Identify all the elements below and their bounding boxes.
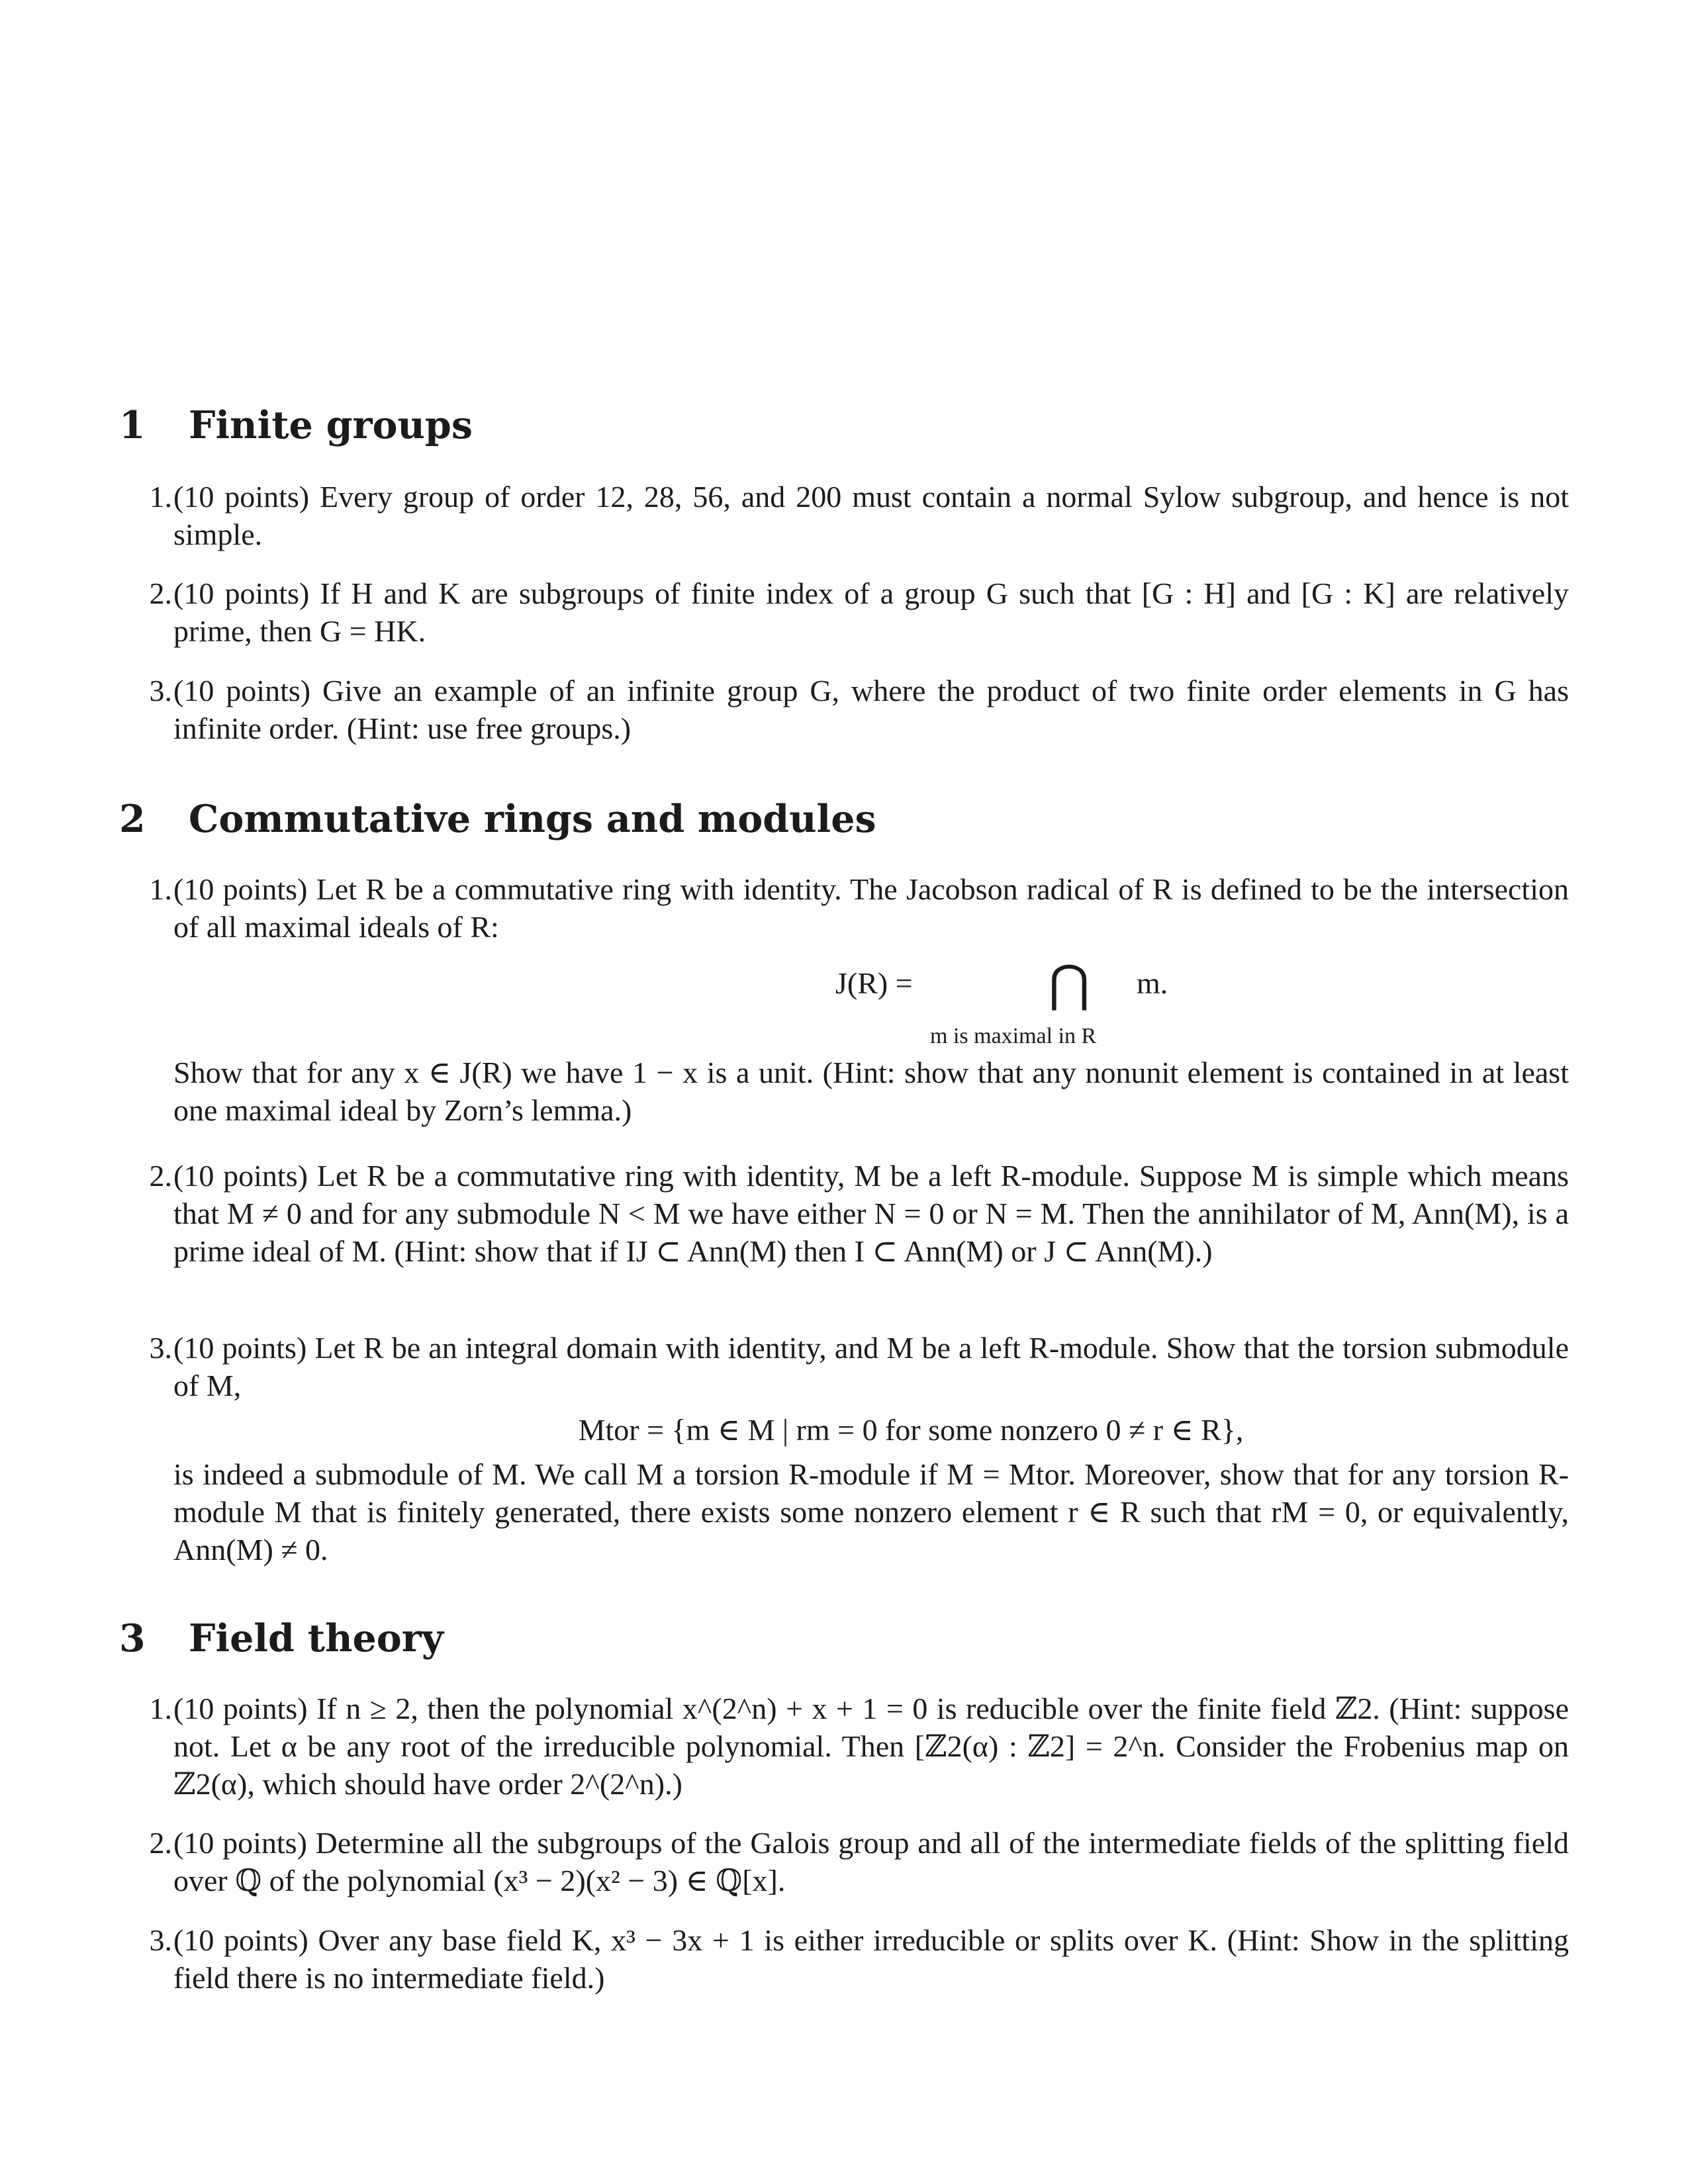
problem-number: 3.	[149, 674, 172, 707]
problem-item	[132, 1824, 1569, 1899]
equation-subscript: m is maximal in R	[930, 1024, 1097, 1048]
problem-text: (10 points) Let R be a commutative ring with identity. The Jacobson radical of R is defined to be the intersection of all maximal ideals of R:	[173, 872, 1569, 944]
section-number: 1	[119, 403, 146, 447]
problem-item	[132, 672, 1569, 747]
problem-text: (10 points) If H and K are subgroups of finite index of a group G such that [G : H] and [G : K] are relatively prime, then G = HK.	[173, 576, 1569, 648]
problem-text: (10 points) Determine all the subgroups of the Galois group and all of the intermediate fields of the splitting field over ℚ of the polynomial (x³ − 2)(x² − 3) ∈ ℚ[x].	[173, 1826, 1569, 1897]
problem-text: (10 points) Give an example of an infinite group G, where the product of two finite order elements in G has infinite order. (Hint: use free groups.)	[173, 674, 1569, 745]
problem-text: (10 points) Every group of order 12, 28, 56, and 200 must contain a normal Sylow subgroup, and hence is not simple.	[173, 480, 1569, 551]
section-number: 2	[119, 797, 146, 841]
section-title: Commutative rings and modules	[189, 797, 876, 841]
problem-item	[132, 1157, 1569, 1270]
jacobson-radical-equation	[173, 956, 1569, 1048]
torsion-submodule-equation: Mtor = {m ∈ M | rm = 0 for some nonzero 0 ≠ r ∈ R},	[578, 1413, 1244, 1447]
problem-item	[132, 870, 1569, 1129]
problem-item	[132, 478, 1569, 553]
section-title: Finite groups	[189, 403, 473, 447]
section-heading	[119, 402, 473, 449]
problem-item	[132, 574, 1569, 650]
problem-number: 1.	[149, 480, 172, 514]
problem-text: (10 points) Over any base field K, x³ − 3x + 1 is either irreducible or splits over K. (Hint: Show in the splitting field there is no intermediate field.)	[173, 1923, 1569, 1995]
problem-number: 2.	[149, 1159, 172, 1193]
section-heading	[119, 796, 876, 842]
problem-number: 2.	[149, 576, 172, 610]
equation-lhs: J(R) =	[835, 966, 913, 1000]
problem-number: 1.	[149, 872, 172, 906]
problem-text: (10 points) If n ≥ 2, then the polynomial x^(2^n) + x + 1 = 0 is reducible over the finite field ℤ2. (Hint: suppose not. Let α be any root of the irreducible polynomial. Then [ℤ2(α) : ℤ2] = 2^n. Consider the Frobenius map on ℤ2(α), which should have order 2^(2^n).)	[173, 1692, 1569, 1801]
problem-number: 2.	[149, 1826, 172, 1860]
section-title: Field theory	[189, 1616, 444, 1661]
problem-continuation: Show that for any x ∈ J(R) we have 1 − x is a unit. (Hint: show that any nonunit element is contained in at least one maximal ideal by Zorn’s lemma.)	[173, 1056, 1569, 1127]
problem-number: 3.	[149, 1923, 172, 1957]
problem-item	[132, 1921, 1569, 1997]
problem-continuation: is indeed a submodule of M. We call M a torsion R-module if M = Mtor. Moreover, show that for any torsion R-module M that is finitely generated, there exists some nonzero element r ∈ R such that rM = 0, or equivalently, Ann(M) ≠ 0.	[173, 1457, 1569, 1567]
intersection-symbol: ⋂	[1049, 956, 1090, 1012]
problem-item	[132, 1329, 1569, 1569]
problem-text: (10 points) Let R be an integral domain with identity, and M be a left R-module. Show that the torsion submodule of M,	[173, 1331, 1569, 1402]
problem-number: 1.	[149, 1692, 172, 1725]
problem-number: 3.	[149, 1331, 172, 1365]
equation-rhs: m.	[1137, 966, 1168, 1000]
problem-item	[132, 1690, 1569, 1803]
section-heading	[119, 1615, 444, 1662]
problem-text: (10 points) Let R be a commutative ring with identity, M be a left R-module. Suppose M is simple which means that M ≠ 0 and for any submodule N < M we have either N = 0 or N = M. Then the annihilator of M, Ann(M), is a prime ideal of M. (Hint: show that if IJ ⊂ Ann(M) then I ⊂ Ann(M) or J ⊂ Ann(M).)	[173, 1159, 1569, 1268]
section-number: 3	[119, 1616, 146, 1661]
